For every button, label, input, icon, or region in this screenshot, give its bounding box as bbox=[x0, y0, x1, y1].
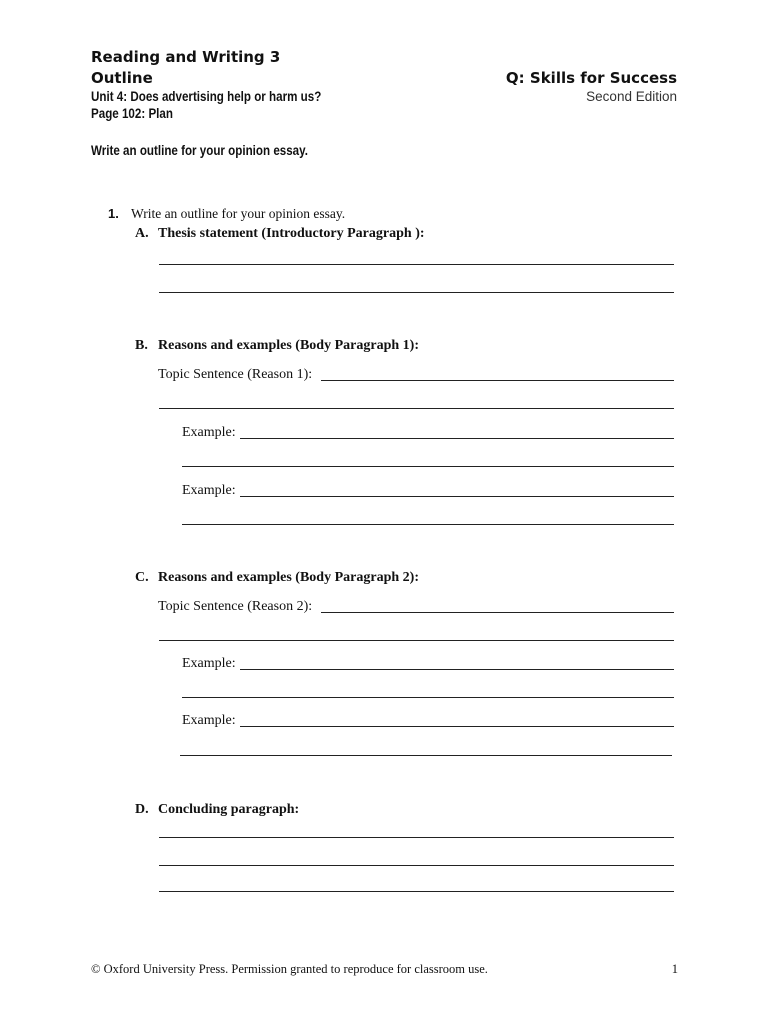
course-title: Reading and Writing 3 bbox=[91, 48, 281, 66]
answer-line[interactable] bbox=[240, 496, 674, 497]
answer-line[interactable] bbox=[182, 524, 674, 525]
task-text: Write an outline for your opinion essay. bbox=[131, 206, 346, 221]
answer-line[interactable] bbox=[159, 640, 674, 641]
section-c-example-2-label: Example: bbox=[182, 713, 236, 728]
answer-line[interactable] bbox=[182, 697, 674, 698]
answer-line[interactable] bbox=[321, 380, 674, 381]
section-d-heading: Concluding paragraph: bbox=[158, 802, 300, 817]
answer-line[interactable] bbox=[159, 292, 674, 293]
doc-type: Outline bbox=[91, 69, 153, 87]
section-c-topic-label: Topic Sentence (Reason 2): bbox=[158, 599, 313, 614]
page-reference: Page 102: Plan bbox=[91, 106, 173, 121]
copyright-notice: © Oxford University Press. Permission granted to reproduce for classroom use. bbox=[91, 962, 488, 976]
section-a-heading-mid: Introductory Paragraph bbox=[266, 226, 416, 241]
section-b-letter: B. bbox=[135, 338, 148, 353]
section-a-heading-pre: Thesis statement ( bbox=[158, 226, 267, 241]
answer-line[interactable] bbox=[159, 865, 674, 866]
section-b-topic-label: Topic Sentence (Reason 1): bbox=[158, 367, 313, 382]
section-d-letter: D. bbox=[135, 802, 149, 817]
section-c-heading-post: ): bbox=[409, 570, 419, 585]
instruction-text: Write an outline for your opinion essay. bbox=[91, 143, 308, 158]
section-c-example-1-label: Example: bbox=[182, 656, 236, 671]
section-b-heading-mid: Body Paragraph 1 bbox=[299, 338, 410, 353]
answer-line[interactable] bbox=[182, 466, 674, 467]
section-b-heading-pre: Reasons and examples ( bbox=[158, 338, 300, 353]
section-b-example-1-label: Example: bbox=[182, 425, 236, 440]
page-number: 1 bbox=[671, 962, 678, 976]
unit-title: Unit 4: Does advertising help or harm us? bbox=[91, 89, 322, 104]
section-b-heading-post: ): bbox=[409, 338, 419, 353]
section-c-heading-pre: Reasons and examples ( bbox=[158, 570, 300, 585]
series-title: Q: Skills for Success bbox=[505, 69, 677, 87]
answer-line[interactable] bbox=[321, 612, 674, 613]
edition-label: Second Edition bbox=[586, 89, 677, 104]
section-c-letter: C. bbox=[135, 570, 149, 585]
section-a-heading bbox=[158, 226, 425, 242]
section-b-example-2-label: Example: bbox=[182, 483, 236, 498]
answer-line[interactable] bbox=[159, 837, 674, 838]
answer-line[interactable] bbox=[180, 755, 672, 756]
section-a-heading-post: ): bbox=[415, 226, 425, 241]
task-number: 1. bbox=[108, 206, 119, 221]
answer-line[interactable] bbox=[240, 438, 674, 439]
answer-line[interactable] bbox=[159, 264, 674, 265]
answer-line[interactable] bbox=[159, 408, 674, 409]
section-b-heading bbox=[158, 338, 419, 354]
section-a-letter: A. bbox=[135, 226, 149, 241]
section-c-heading-mid: Body Paragraph 2 bbox=[299, 570, 410, 585]
answer-line[interactable] bbox=[240, 669, 674, 670]
answer-line[interactable] bbox=[159, 891, 674, 892]
section-c-heading bbox=[158, 570, 419, 586]
answer-line[interactable] bbox=[240, 726, 674, 727]
